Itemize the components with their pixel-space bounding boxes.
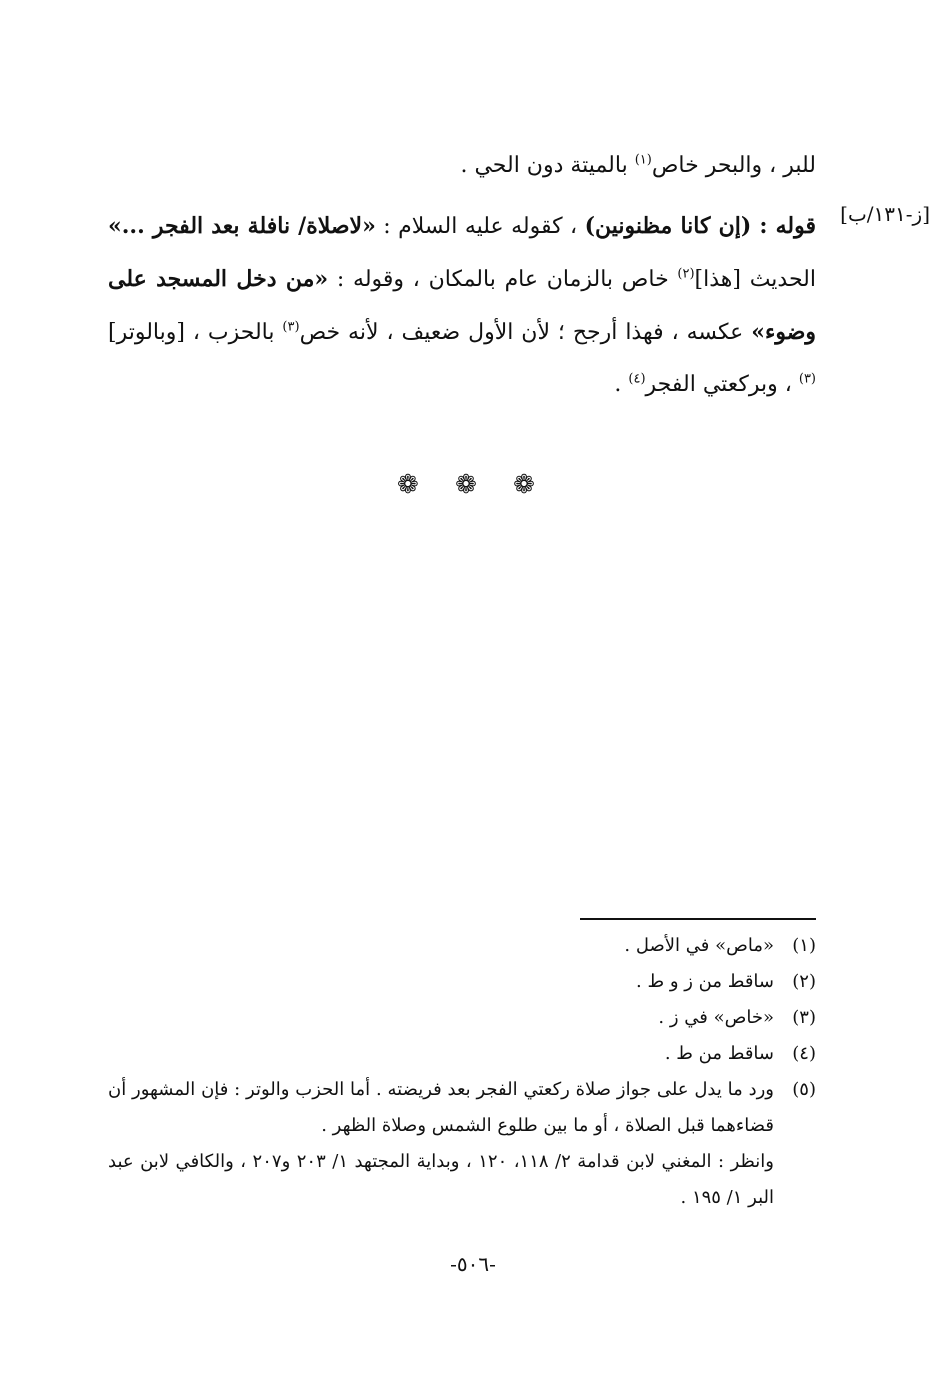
bold-quote: «من دخل المسجد على وضوء» — [108, 266, 816, 345]
text-run: بالميتة دون الحي . — [460, 153, 635, 178]
footnote-marker: (٣) — [798, 371, 816, 387]
footnote-item — [108, 928, 816, 964]
footnote-marker: (٣) — [282, 319, 300, 335]
footnote-number: (٤) — [792, 1043, 816, 1064]
footnote-number: (٣) — [792, 1007, 816, 1028]
margin-manuscript-reference: [ز-١٣١/ب] — [840, 202, 930, 226]
footnote-marker: (١) — [634, 152, 652, 168]
text-run: بالحزب ، [وبالوتر] — [108, 320, 283, 345]
bold-quote: «لاصلاة/ نافلة بعد الفجر ...» — [108, 213, 376, 239]
footnote-number: (٥) — [792, 1079, 816, 1100]
footnote-text-part: ورد ما يدل على جواز صلاة ركعتي الفجر بعد فريضته . أما الحزب والوتر : فإن المشهور أن قضاءهما قبل الصلاة ، أو ما بين طلوع الشمس وصلاة الظهر . — [108, 1079, 774, 1136]
footnote-number: (١) — [792, 935, 816, 956]
footnote-text: «ماص» في الأصل . — [624, 935, 774, 956]
text-run: ، وبركعتي الفجر — [645, 372, 799, 397]
page-number: -٥٠٦- — [450, 1252, 496, 1276]
footnote-text: ساقط من ط . — [664, 1043, 774, 1064]
text-run: ، كقوله عليه السلام : — [375, 214, 585, 239]
footnote-separator-line — [580, 918, 816, 920]
footnote-item — [108, 1072, 816, 1216]
footnote-item — [108, 1000, 816, 1036]
body-paragraph — [108, 200, 816, 411]
footnotes-list — [108, 928, 816, 1216]
footnote-number: (٢) — [792, 971, 816, 992]
bold-quote: قوله : (إن كانا مظنونين) — [584, 213, 816, 239]
footnote-text: ساقط من ز و ط . — [636, 971, 774, 992]
footnote-item — [108, 1036, 816, 1072]
footnote-item — [108, 964, 816, 1000]
text-run: للبر ، والبحر خاص — [651, 153, 816, 178]
text-run: خاص بالزمان عام بالمكان ، وقوله : — [328, 267, 678, 292]
section-divider-ornaments: ❁ ❁ ❁ — [397, 470, 549, 500]
body-line-first — [108, 140, 816, 192]
footnote-text-part: وانظر : المغني لابن قدامة ٢/ ١١٨، ١٢٠ ، وبداية المجتهد ١/ ٢٠٣ و٢٠٧ ، والكافي لابن عبد البر ١/ ١٩٥ . — [108, 1151, 774, 1208]
text-run: عكسه ، فهذا أرجح ؛ لأن الأول ضعيف ، لأنه خص — [299, 320, 752, 345]
text-run: . — [614, 372, 629, 397]
footnote-marker: (٢) — [677, 266, 695, 282]
text-run: الحديث [هذا] — [694, 267, 816, 292]
footnote-text — [108, 1072, 774, 1216]
footnote-text: «خاص» في ز . — [658, 1007, 774, 1028]
footnote-marker: (٤) — [628, 371, 646, 387]
